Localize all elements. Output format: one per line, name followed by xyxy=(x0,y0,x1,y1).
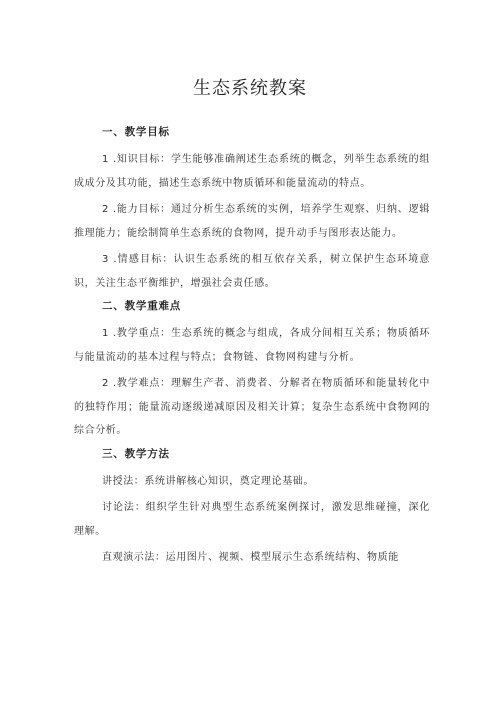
paragraph-emotion-goal: 3 .情感目标：认识生态系统的相互依存关系，树立保护生态环境意识，关注生态平衡维护，增强社会责任感。 xyxy=(74,254,430,289)
paragraph-demo-method: 直观演示法：运用图片、视频、模型展示生态系统结构、物质能 xyxy=(102,552,399,563)
section-heading-methods: 三、教学方法 xyxy=(102,447,170,460)
paragraph-knowledge-goal: 1 .知识目标：学生能够准确阐述生态系统的概念，列举生态系统的组成成分及其功能，描述生态系统中物质循环和能量流动的特点。 xyxy=(74,154,430,189)
page-title: 生态系统教案 xyxy=(193,78,307,99)
paragraph-ability-goal: 2 .能力目标：通过分析生态系统的实例，培养学生观察、归纳、逻辑推理能力；能绘制简单生态系统的食物网，提升动手与图形表达能力。 xyxy=(74,204,430,239)
paragraph-lecture-method: 讲授法：系统讲解核心知识，奠定理论基础。 xyxy=(102,475,314,487)
paragraph-key-point: 1 .教学重点：生态系统的概念与组成，各成分间相互关系；物质循环与能量流动的基本过程与特点；食物链、食物网构建与分析。 xyxy=(74,328,430,363)
paragraph-discussion-method: 讨论法：组织学生针对典型生态系统案例探讨，激发思维碰撞，深化理解。 xyxy=(74,502,430,537)
document-body xyxy=(74,124,430,573)
paragraph-difficulty: 2 .教学难点：理解生产者、消费者、分解者在物质循环和能量转化中的独特作用；能量流动逐级递减原因及相关计算；复杂生态系统中食物网的综合分析。 xyxy=(74,378,430,436)
section-heading-goals: 一、教学目标 xyxy=(102,126,170,138)
section-heading-key-points: 二、教学重难点 xyxy=(102,300,182,312)
